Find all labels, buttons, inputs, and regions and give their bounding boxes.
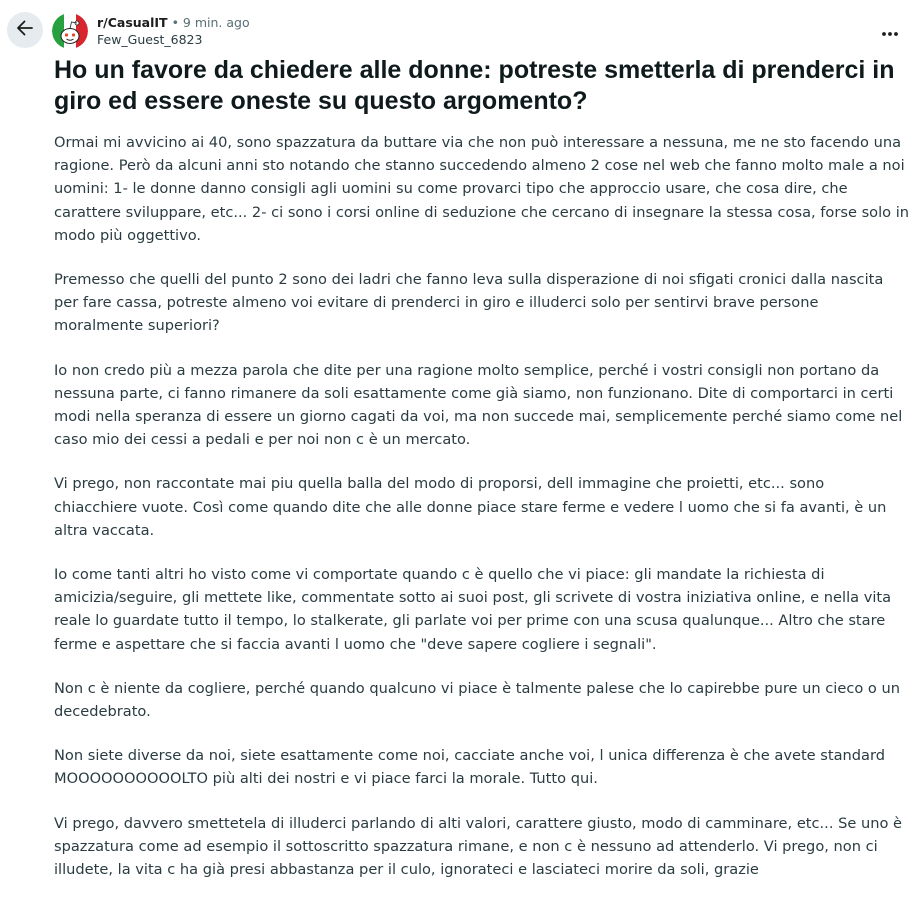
meta-separator: • <box>171 15 179 30</box>
arrow-left-icon <box>14 17 36 43</box>
post-paragraph: Non siete diverse da noi, siete esattamente come noi, cacciate anche voi, l unica differenza è che avete standard MOOOOOOOOOOLTO più alti dei nostri e vi piace farci la morale. Tutto qui. <box>54 747 886 788</box>
post-paragraph: Vi prego, non raccontate mai piu quella balla del modo di proporsi, dell immagine che proietti, etc... sono chiacchiere vuote. Così come quando dite che alle donne piace stare ferme e vedere l uomo che si fa avanti, è un altra vaccata. <box>54 475 887 539</box>
post-meta <box>97 14 250 48</box>
post-paragraph: Io non credo più a mezza parola che dite per una ragione molto semplice, perché i vostri consigli non portano da nessuna parte, ci fanno rimanere da soli esattamente come già siamo, non funzionano. Dite di comportarci in certi modi nella speranza di essere un giorno cagati da voi, ma non succede mai, semplicemente perché siamo come nel caso mio dei cessi a pedali e per noi non c è un mercato. <box>54 361 903 449</box>
ellipsis-horizontal-icon <box>881 22 899 41</box>
post-title: Ho un favore da chiedere alle donne: potreste smetterla di prenderci in giro ed essere oneste su questo argomento? <box>54 56 895 115</box>
back-button[interactable] <box>7 12 43 48</box>
post-paragraph: Io come tanti altri ho visto come vi comportate quando c è quello che vi piace: gli mandate la richiesta di amicizia/seguire, gli mettete like, commentate sotto ai suoi post, gli scrivete di vostra iniziativa online, e nella vita reale lo guardate tutto il tempo, lo stalkerate, gli parlate voi per prime con una scusa qualunque... Altro che stare ferme e aspettare che si faccia avanti l uomo che "deve sapere cogliere i segnali". <box>54 566 892 653</box>
post-paragraph: Ormai mi avvicino ai 40, sono spazzatura da buttare via che non può interessare a nessuna, me ne sto facendo una ragione. Però da alcuni anni sto notando che stanno succedendo almeno 2 cose nel web che fanno molto male a noi uomini: 1- le donne danno consigli agli uomini su come provarci tipo che approccio usare, che cosa dire, che carattere sviluppare, etc... 2- ci sono i corsi online di seduzione che cercano di insegnare la stessa cosa, forse solo in modo più oggettivo. <box>54 134 910 244</box>
post-time: 9 min. ago <box>182 15 250 30</box>
post-body <box>54 131 910 902</box>
post-paragraph: Premesso che quelli del punto 2 sono dei ladri che fanno leva sulla disperazione di noi sfigati cronici dalla nascita per fare cassa, potreste almeno voi evitare di prenderci in giro e illuderci solo per sentirvi brave persone moralmente superiori? <box>54 271 884 335</box>
more-options-button[interactable] <box>877 20 903 42</box>
post-paragraph: Non c è niente da cogliere, perché quando qualcuno vi piace è talmente palese che lo capirebbe pure un cieco o un decedebrato. <box>54 679 900 721</box>
subreddit-link[interactable]: r/CasualIT <box>97 15 168 30</box>
subreddit-avatar[interactable] <box>52 13 88 49</box>
author-link[interactable]: Few_Guest_6823 <box>97 32 203 47</box>
post-paragraph: Vi prego, davvero smettetela di illuderci parlando di alti valori, carattere giusto, modo di camminare, etc... Se uno è spazzatura come ad esempio il sottoscritto spazzatura rimane, e non c è nessuno ad attenderlo. Vi prego, non ci illudete, la vita c ha già presi abbastanza per il culo, ignorateci e lasciateci morire da soli, grazie <box>54 814 903 879</box>
